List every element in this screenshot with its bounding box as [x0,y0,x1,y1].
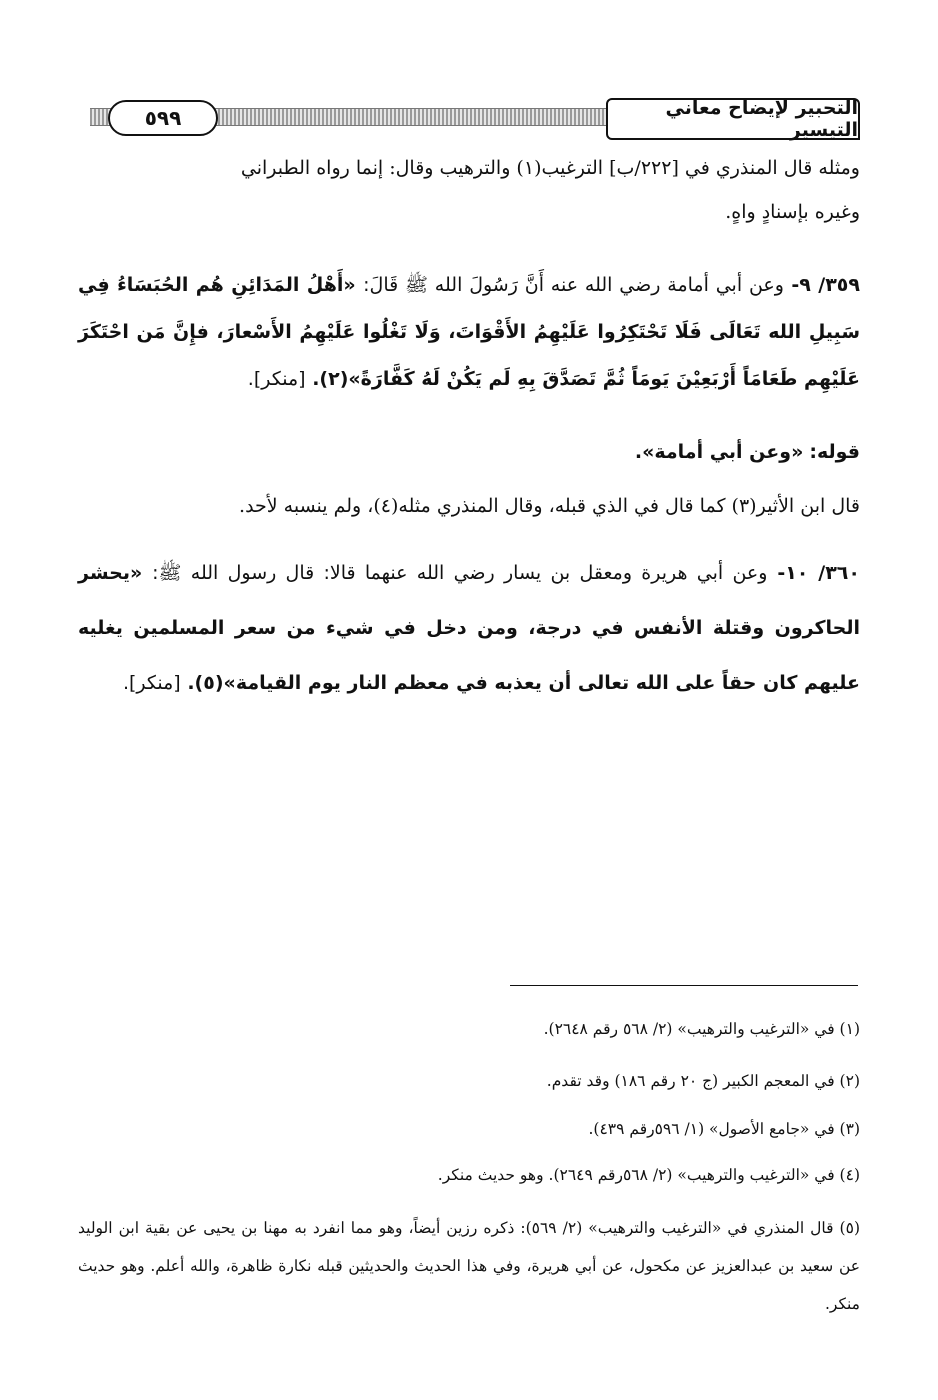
footnote-1: (١) في «الترغيب والترهيب» (٢/ ٥٦٨ رقم ٢٦٤٨). [543,1020,860,1038]
hadith-360 [78,546,860,711]
footnote-separator [510,985,858,986]
paragraph-intro [78,154,860,226]
book-title: التحبير لإيضاح معاني التيسير [606,98,860,140]
hadith-360-grade: [منكر]. [122,672,181,694]
hadith-360-number: ٣٦٠/ ١٠- [777,562,860,584]
hadith-360-lead: وعن أبي هريرة ومعقل بن يسار رضي الله عنهما قالا: قال رسول الله ﷺ: [152,562,768,584]
paragraph-intro-line1: ومثله قال المنذري في [٢٢٢/ب] الترغيب(١) والترهيب وقال: إنما رواه الطبراني [240,157,860,179]
hadith-359-number: ٣٥٩/ ٩- [791,274,860,296]
commentary-heading [78,438,860,466]
footnote-5: (٥) قال المنذري في «الترغيب والترهيب» (٢/ ٥٦٩): ذكره رزين أيضاً، وهو مما انفرد به مهنا بن يحيى عن بقية ابن الوليد عن سعيد بن عبدالعزيز عن مكحول، عن أبي هريرة، وفي هذا الحديث والحديثين قبله نكارة ظاهرة، والله أعلم. وهو حديث منكر. [78,1219,860,1313]
hadith-360-text: «يحشر الحاكرون وقتلة الأنفس في درجة، ومن دخل في شيء من سعر المسلمين يغليه عليهم كان حقاً على الله تعالى أن يعذبه في معظم النار يوم القيامة»(٥). [78,562,860,694]
page-header [90,98,860,140]
commentary-label: قوله: [809,441,860,463]
footnote-4: (٤) في «الترغيب والترهيب» (٢/ ٥٦٨رقم ٢٦٤٩). وهو حديث منكر. [437,1166,860,1184]
commentary-quote: «وعن أبي أمامة». [634,441,804,463]
hadith-359-grade: [منكر]. [247,368,306,390]
paragraph-intro-line2: وغيره بإسنادٍ واهٍ. [725,201,860,223]
footnote-3: (٣) في «جامع الأصول» (١/ ٥٩٦رقم ٤٣٩). [588,1120,860,1138]
footnote-2: (٢) في المعجم الكبير (ج ٢٠ رقم ١٨٦) وقد تقدم. [546,1072,860,1090]
commentary-text: قال ابن الأثير(٣) كما قال في الذي قبله، وقال المنذري مثله(٤)، ولم ينسبه لأحد. [239,495,860,517]
hadith-359 [78,262,860,403]
hadith-359-lead: وعن أبي أمامة رضي الله عنه أَنَّ رَسُولَ الله ﷺ قَالَ: [363,274,784,296]
page-number: ٥٩٩ [108,100,218,136]
hadith-359-text: «أَهْلُ المَدَائِنِ هُم الحُبَسَاءُ فِي سَبِيلِ الله تَعَالَى فَلَا تَحْتَكِرُوا عَلَيْهِمُ الأَقْوَاتَ، وَلَا تَغْلُوا عَلَيْهِمُ الأَسْعارَ، فإِنَّ مَن احْتَكَرَ عَلَيْهِم طَعَامَاً أَرْبَعِيْنَ يَومَاً ثُمَّ تَصَدَّقَ بِهِ لَم يَكُنْ لَهُ كَفَّارَةً»(٢). [78,274,860,390]
